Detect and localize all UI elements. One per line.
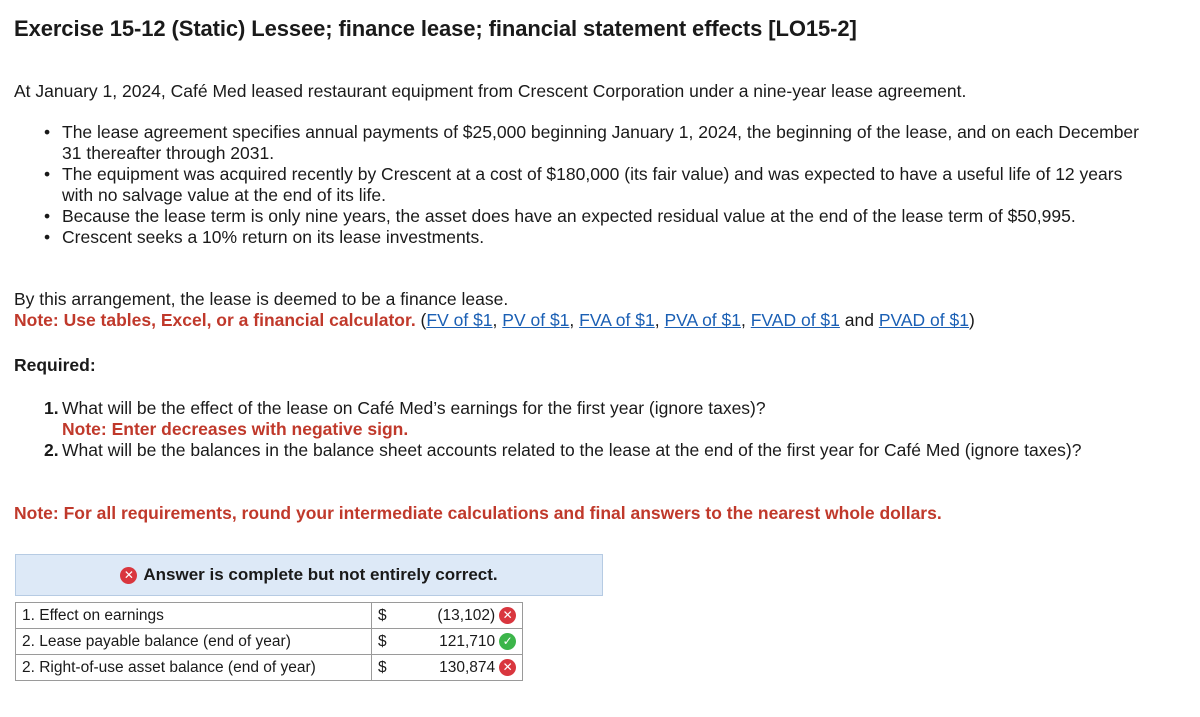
answer-value: 121,710: [439, 632, 496, 650]
correct-check-icon: ✓: [499, 633, 516, 650]
incorrect-x-icon: ✕: [499, 659, 516, 676]
pv-link[interactable]: PV of $1: [502, 310, 570, 330]
answer-label: 1. Effect on earnings: [16, 603, 372, 629]
currency-symbol: $: [372, 629, 393, 655]
list-item: • The lease agreement specifies annual payments of $25,000 beginning January 1, 2024, the beginning of the lease, and on each December 31 thereafter through 2031.: [44, 122, 1154, 164]
requirement-item: [44, 440, 1150, 461]
table-row: [16, 603, 523, 629]
requirement-number: 2.: [44, 440, 59, 460]
answer-status-banner: [15, 554, 603, 596]
fva-link[interactable]: FVA of $1: [579, 310, 655, 330]
rounding-note: Note: For all requirements, round your intermediate calculations and final answers to the nearest whole dollars.: [14, 503, 942, 523]
pva-link[interactable]: PVA of $1: [664, 310, 741, 330]
table-row: [16, 655, 523, 681]
requirement-text: What will be the balances in the balance sheet accounts related to the lease at the end of the first year for Café Med (ignore taxes)?: [62, 440, 1082, 460]
required-heading: Required:: [14, 355, 96, 375]
answer-value: 130,874: [439, 658, 496, 676]
list-item: • Crescent seeks a 10% return on its lease investments.: [44, 227, 1154, 248]
requirement-text: What will be the effect of the lease on Café Med’s earnings for the first year (ignore taxes)?: [62, 398, 766, 418]
table-row: [16, 629, 523, 655]
requirements-list: [44, 398, 1150, 461]
fv-link[interactable]: FV of $1: [426, 310, 493, 330]
incorrect-x-icon: ✕: [120, 567, 137, 584]
lease-details-list: [44, 122, 1154, 248]
answer-value-cell[interactable]: [393, 655, 523, 681]
list-item: • Because the lease term is only nine years, the asset does have an expected residual value at the end of the lease term of $50,995.: [44, 206, 1154, 227]
tables-note-label: Note: Use tables, Excel, or a financial calculator.: [14, 310, 416, 330]
arrangement-text: By this arrangement, the lease is deemed to be a finance lease.: [14, 289, 509, 309]
fvad-link[interactable]: FVAD of $1: [750, 310, 840, 330]
answer-value-cell[interactable]: [393, 629, 523, 655]
answers-table: [15, 602, 523, 681]
exercise-title: Exercise 15-12 (Static) Lessee; finance lease; financial statement effects [LO15-2]: [14, 16, 857, 41]
list-item: • The equipment was acquired recently by Crescent at a cost of $180,000 (its fair value) and was expected to have a useful life of 12 years with no salvage value at the end of its life.: [44, 164, 1154, 206]
incorrect-x-icon: ✕: [499, 607, 516, 624]
pvad-link[interactable]: PVAD of $1: [878, 310, 969, 330]
answer-value-cell[interactable]: [393, 603, 523, 629]
answer-status-text: Answer is complete but not entirely correct.: [143, 565, 498, 584]
requirement-number: 1.: [44, 398, 59, 418]
requirement-item: [44, 398, 1150, 440]
requirement-note: Note: Enter decreases with negative sign.: [62, 419, 409, 439]
answer-value: (13,102): [437, 606, 496, 624]
answer-label: 2. Right-of-use asset balance (end of year): [16, 655, 372, 681]
intro-paragraph: At January 1, 2024, Café Med leased restaurant equipment from Crescent Corporation under a nine-year lease agreement.: [14, 81, 967, 101]
answer-label: 2. Lease payable balance (end of year): [16, 629, 372, 655]
tables-note: Note: Use tables, Excel, or a financial calculator. (FV of $1, PV of $1, FVA of $1, PVA of $1, FVAD of $1 and PVAD of $1): [14, 310, 975, 330]
currency-symbol: $: [372, 655, 393, 681]
currency-symbol: $: [372, 603, 393, 629]
